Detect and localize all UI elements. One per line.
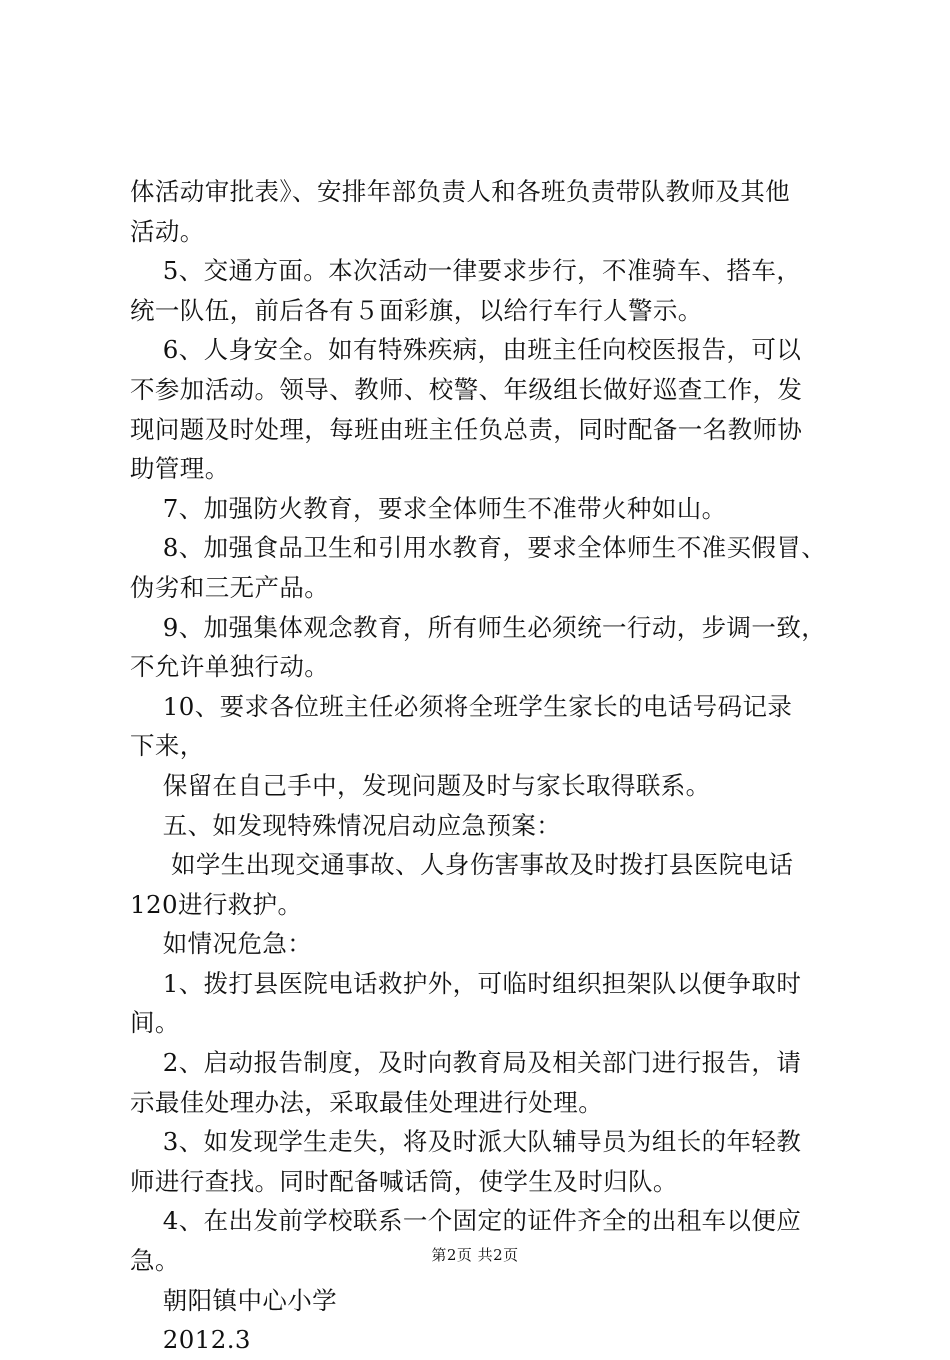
text-line: 急。 bbox=[130, 1246, 180, 1276]
signature-organization: 朝阳镇中心小学 bbox=[130, 1285, 338, 1315]
document-body bbox=[130, 172, 836, 1360]
text-line: 不允许单独行动。 bbox=[130, 652, 330, 682]
text-line: 间。 bbox=[130, 1008, 180, 1038]
text-line: 如学生出现交通事故、人身伤害事故及时拨打县医院电话 bbox=[130, 850, 794, 880]
text-line: 8、加强食品卫生和引用水教育，要求全体师生不准买假冒、 bbox=[130, 533, 827, 563]
text-line: 1、拨打县医院电话救护外，可临时组织担架队以便争取时 bbox=[130, 968, 802, 998]
section-heading: 五、如发现特殊情况启动应急预案： bbox=[130, 810, 562, 840]
text-line: 5、交通方面。本次活动一律要求步行，不准骑车、搭车， bbox=[130, 256, 802, 286]
text-line: 助管理。 bbox=[130, 454, 230, 484]
text-line: 下来， bbox=[130, 731, 205, 761]
text-line: 10、要求各位班主任必须将全班学生家长的电话号码记录 bbox=[130, 691, 793, 721]
text-line: 体活动审批表》、安排年部负责人和各班负责带队教师及其他 bbox=[130, 177, 791, 206]
text-line: 师进行查找。同时配备喊话筒，使学生及时归队。 bbox=[130, 1166, 678, 1196]
text-line: 不参加活动。领导、教师、校警、年级组长做好巡查工作，发 bbox=[130, 374, 803, 404]
text-line: 保留在自己手中，发现问题及时与家长取得联系。 bbox=[130, 770, 711, 800]
signature-date: 2012.3 bbox=[130, 1325, 251, 1355]
text-line: 7、加强防火教育，要求全体师生不准带火种如山。 bbox=[130, 493, 727, 523]
text-line: 示最佳处理办法，采取最佳处理进行处理。 bbox=[130, 1087, 604, 1117]
page-number: 第2页 共2页 bbox=[431, 1246, 519, 1264]
text-line: 9、加强集体观念教育，所有师生必须统一行动，步调一致， bbox=[130, 612, 827, 642]
text-line: 3、如发现学生走失，将及时派大队辅导员为组长的年轻教 bbox=[130, 1127, 802, 1157]
text-line: 6、人身安全。如有特殊疾病，由班主任向校医报告，可以 bbox=[130, 335, 802, 365]
text-line: 统一队伍，前后各有５面彩旗，以给行车行人警示。 bbox=[130, 295, 703, 325]
text-line: 2、启动报告制度，及时向教育局及相关部门进行报告，请 bbox=[130, 1048, 802, 1078]
text-line: 现问题及时处理，每班由班主任负总责，同时配备一名教师协 bbox=[130, 414, 803, 444]
text-line: 120进行救护。 bbox=[130, 889, 303, 919]
text-line: 活动。 bbox=[130, 216, 205, 246]
text-line: 伪劣和三无产品。 bbox=[130, 572, 330, 602]
text-line: 如情况危急： bbox=[130, 929, 313, 959]
text-line: 4、在出发前学校联系一个固定的证件齐全的出租车以便应 bbox=[130, 1206, 802, 1236]
